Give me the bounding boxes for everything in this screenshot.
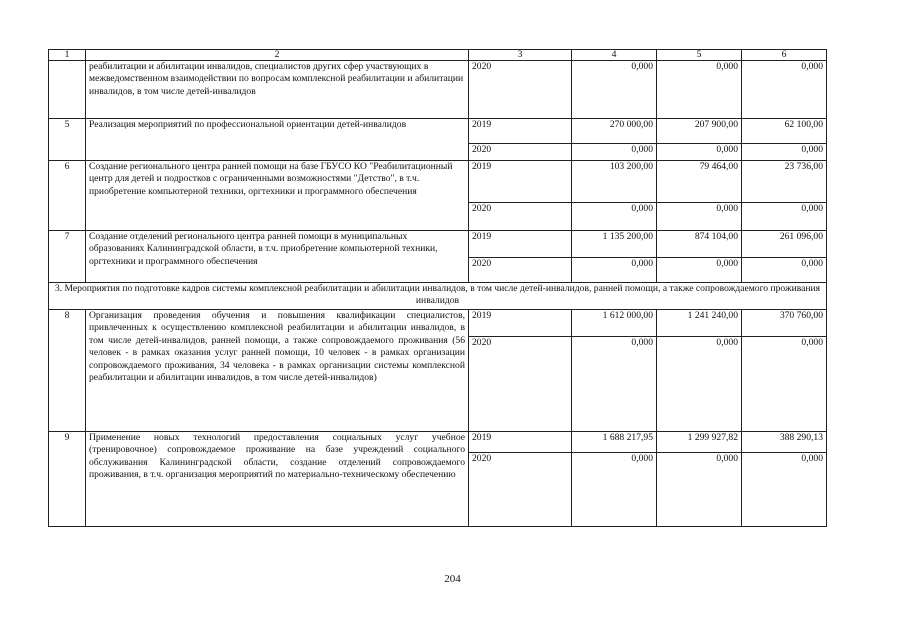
year-cell: 2019 (469, 432, 572, 453)
section-header-row (49, 283, 827, 310)
federal-cell: 1 241 240,00 (657, 310, 742, 337)
year-cell: 2020 (469, 203, 572, 231)
row-number-cell: 6 (49, 161, 86, 231)
total-cell: 270 000,00 (572, 119, 657, 144)
year-cell: 2020 (469, 258, 572, 283)
regional-cell: 62 100,00 (742, 119, 827, 144)
header-cell: 5 (657, 50, 742, 61)
regional-cell: 23 736,00 (742, 161, 827, 203)
header-cell: 6 (742, 50, 827, 61)
table-row (49, 161, 827, 203)
header-cell: 4 (572, 50, 657, 61)
section-title: 3. Мероприятия по подготовке кадров системы комплексной реабилитации и абилитации инвалидов, в том числе детей-инвалидов, ранней помощи, а также сопровождаемого проживания инвалидов (49, 283, 827, 310)
regional-cell: 388 290,13 (742, 432, 827, 453)
table-row (49, 119, 827, 144)
row-number-cell: 9 (49, 432, 86, 527)
regional-cell: 0,000 (742, 337, 827, 432)
table-row (49, 310, 827, 337)
regional-cell: 261 096,00 (742, 231, 827, 258)
federal-cell: 0,000 (657, 61, 742, 119)
description-cell: реабилитации и абилитации инвалидов, специалистов других сфер участвующих в межведомственном взаимодействии по вопросам комплексной реабилитации и абилитации инвалидов, в том числе детей-инвалидов (86, 61, 469, 119)
description-cell: Создание отделений регионального центра ранней помощи в муниципальных образованиях Калининградской области, в т.ч. приобретение компьютерной техники, оргтехники и программного обеспечения (86, 231, 469, 283)
total-cell: 1 612 000,00 (572, 310, 657, 337)
total-cell: 1 135 200,00 (572, 231, 657, 258)
year-cell: 2019 (469, 161, 572, 203)
description-cell: Реализация мероприятий по профессиональной ориентации детей-инвалидов (86, 119, 469, 161)
year-cell: 2020 (469, 144, 572, 161)
year-cell: 2019 (469, 310, 572, 337)
regional-cell: 370 760,00 (742, 310, 827, 337)
year-cell: 2020 (469, 453, 572, 527)
federal-cell: 0,000 (657, 144, 742, 161)
regional-cell: 0,000 (742, 61, 827, 119)
federal-cell: 1 299 927,82 (657, 432, 742, 453)
row-number-cell: 5 (49, 119, 86, 161)
row-number-cell (49, 61, 86, 119)
federal-cell: 0,000 (657, 337, 742, 432)
header-cell: 2 (86, 50, 469, 61)
year-cell: 2019 (469, 231, 572, 258)
federal-cell: 79 464,00 (657, 161, 742, 203)
regional-cell: 0,000 (742, 144, 827, 161)
table-row (49, 432, 827, 453)
federal-cell: 874 104,00 (657, 231, 742, 258)
total-cell: 0,000 (572, 144, 657, 161)
table-row (49, 61, 827, 119)
header-cell: 1 (49, 50, 86, 61)
row-number-cell: 8 (49, 310, 86, 432)
year-cell: 2020 (469, 337, 572, 432)
table-row (49, 231, 827, 258)
regional-cell: 0,000 (742, 203, 827, 231)
federal-cell: 0,000 (657, 453, 742, 527)
total-cell: 0,000 (572, 258, 657, 283)
page-number: 204 (444, 573, 461, 585)
total-cell: 1 688 217,95 (572, 432, 657, 453)
total-cell: 0,000 (572, 203, 657, 231)
total-cell: 0,000 (572, 337, 657, 432)
description-cell: Создание регионального центра ранней помощи на базе ГБУСО КО "Реабилитационный центр для детей и подростков с ограниченными возможностями "Детство", в т.ч. приобретение компьютерной техники, оргтехники и программного обеспечения (86, 161, 469, 231)
header-cell: 3 (469, 50, 572, 61)
year-cell: 2019 (469, 119, 572, 144)
budget-table (48, 49, 827, 527)
description-cell: Применение новых технологий предоставления социальных услуг учебное (тренировочное) сопровождаемое проживание на базе учреждений социального обслуживания Калининградской области, создание отделений сопровождаемого проживания, в т.ч. организация мероприятий по материально-техническому обеспечению (86, 432, 469, 527)
total-cell: 0,000 (572, 61, 657, 119)
column-number-row (49, 50, 827, 61)
row-number-cell: 7 (49, 231, 86, 283)
total-cell: 0,000 (572, 453, 657, 527)
year-cell: 2020 (469, 61, 572, 119)
federal-cell: 0,000 (657, 203, 742, 231)
federal-cell: 207 900,00 (657, 119, 742, 144)
regional-cell: 0,000 (742, 258, 827, 283)
regional-cell: 0,000 (742, 453, 827, 527)
total-cell: 103 200,00 (572, 161, 657, 203)
description-cell: Организация проведения обучения и повышения квалификации специалистов, привлеченных к осуществлению комплексной реабилитации и абилитации инвалидов, в том числе детей-инвалидов, ранней помощи, а также сопровождаемого проживания (56 человек - в рамках оказания услуг ранней помощи, 10 человек - в рамках организации сопровождаемого проживания, 34 человека - в рамках организации системы комплексной реабилитации и абилитации инвалидов, в том числе детей-инвалидов) (86, 310, 469, 432)
federal-cell: 0,000 (657, 258, 742, 283)
